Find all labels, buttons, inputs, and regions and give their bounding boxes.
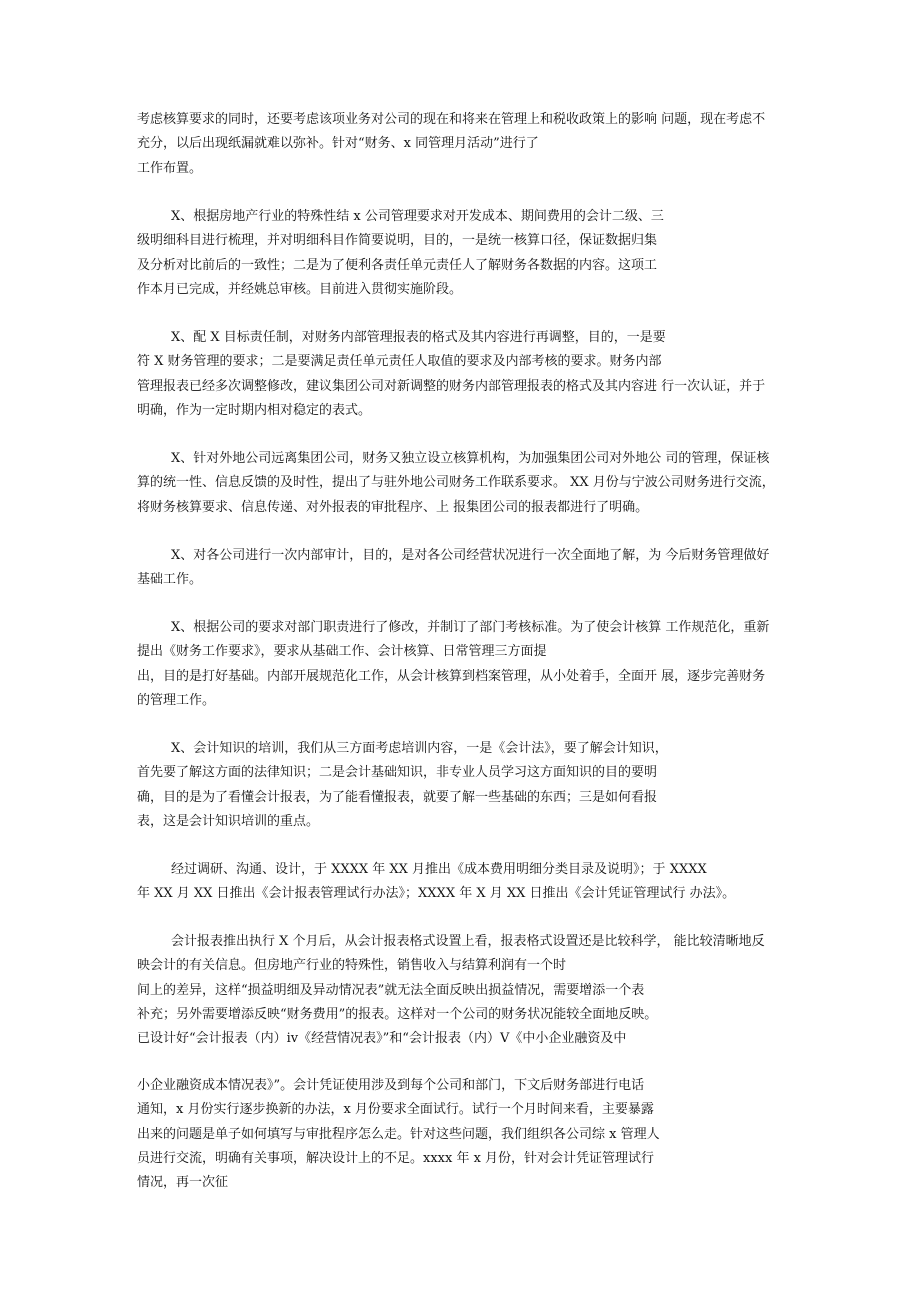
text-line: 符 X 财务管理的要求；二是要满足责任单元责任人取值的要求及内部考核的要求。财务内部 bbox=[137, 354, 662, 369]
text-line: 工作布置。 bbox=[137, 161, 203, 176]
text-line: X、配 X 目标责任制，对财务内部管理报表的格式及其内容进行再调整，目的，一是要 bbox=[171, 330, 666, 345]
text-line: 将财务核算要求、信息传递、对外报表的审批程序、上 报集团公司的报表都进行了明确。 bbox=[137, 500, 649, 515]
text-line: 考虑核算要求的同时，还要考虑该项业务对公司的现在和将来在管理上和税收政策上的影响 问题，现在考虑不 bbox=[137, 112, 766, 127]
text-line: 映会计的有关信息。但房地产行业的特殊性，销售收入与结算利润有一个时 bbox=[137, 958, 567, 973]
text-line: 首先要了解这方面的法律知识；二是会计基础知识，非专业人员学习这方面知识的目的要明 bbox=[137, 765, 658, 780]
text-line: 提出《财务工作要求》，要求从基础工作、会计核算、日常管理三方面提 bbox=[137, 644, 547, 659]
text-line: 会计报表推出执行 X 个月后，从会计报表格式设置上看，报表格式设置还是比较科学， 能比较清晰地反 bbox=[171, 934, 765, 949]
text-line: 确，目的是为了看懂会计报表，为了能看懂报表，就要了解一些基础的东西；三是如何看报 bbox=[137, 790, 658, 805]
text-line: 基础工作。 bbox=[137, 572, 203, 587]
text-line: 管理报表已经多次调整修改，建议集团公司对新调整的财务内部管理报表的格式及其内容进 行一次认证，并于 bbox=[137, 379, 766, 394]
text-line: 员进行交流，明确有关事项，解决设计上的不足。xxxx 年 x 月份，针对会计凭证管理试行 bbox=[137, 1151, 655, 1166]
text-line: X、根据公司的要求对部门职责进行了修改，并制订了部门考核标准。为了使会计核算 工作规范化，重新 bbox=[171, 620, 770, 635]
text-line: 充分，以后出现纸漏就难以弥补。针对“财务、x 同管理月活动”进行了 bbox=[137, 136, 539, 151]
text-line: 表，这是会计知识培训的重点。 bbox=[137, 814, 320, 829]
text-line: 的管理工作。 bbox=[137, 693, 216, 708]
text-line: X、会计知识的培训，我们从三方面考虑培训内容，一是《会计法》，要了解会计知识， bbox=[171, 741, 668, 756]
text-line: 补充；另外需要增添反映“财务费用”的报表。这样对一个公司的财务状况能较全面地反映。 bbox=[137, 1007, 658, 1022]
text-line: 年 XX 月 XX 日推出《会计报表管理试行办法》；XXXX 年 X 月 XX 日推出《会计凭证管理试行 办法》。 bbox=[137, 886, 736, 901]
text-line: 出，目的是打好基础。内部开展规范化工作，从会计核算到档案管理，从小处着手，全面开 展，逐步完善财务 bbox=[137, 669, 766, 684]
text-line: 间上的差异，这样“损益明细及异动情况表”就无法全面反映出损益情况，需要增添一个表 bbox=[137, 983, 645, 998]
text-line: X、针对外地公司远离集团公司，财务又独立设立核算机构，为加强集团公司对外地公 司的管理，保证核 bbox=[171, 451, 770, 466]
text-line: 及分析对比前后的一致性；二是为了便利各责任单元责任人了解财务各数据的内容。这项工 bbox=[137, 258, 658, 273]
text-line: X、对各公司进行一次内部审计，目的，是对各公司经营状况进行一次全面地了解，为 今后财务管理做好 bbox=[171, 548, 770, 563]
text-line: 情况，再一次征 bbox=[137, 1175, 229, 1190]
text-line: 级明细科目进行梳理，并对明细科目作简要说明，目的，一是统一核算口径，保证数据归集 bbox=[137, 233, 658, 248]
text-line: 通知，x 月份实行逐步换新的办法，x 月份要求全面试行。试行一个月时间来看，主要暴露 bbox=[137, 1102, 654, 1117]
text-line: 已设计好“会计报表（内）iv《经营情况表》”和“会计报表（内）V《中小企业融资及中 bbox=[137, 1031, 627, 1046]
text-line: 作本月已完成，并经姚总审核。目前进入贯彻实施阶段。 bbox=[137, 282, 463, 297]
text-line: 算的统一性、信息反馈的及时性，提出了与驻外地公司财务工作联系要求。 XX 月份与宁波公司财务进行交流， bbox=[137, 475, 775, 490]
text-line: 明确，作为一定时期内相对稳定的表式。 bbox=[137, 403, 372, 418]
text-line: 出来的问题是单子如何填写与审批程序怎么走。针对这些问题，我们组织各公司综 x 管理人 bbox=[137, 1127, 660, 1142]
text-line: 经过调研、沟通、设计，于 XXXX 年 XX 月推出《成本费用明细分类目录及说明》；于 XXXX bbox=[171, 862, 707, 877]
text-line: 小企业融资成本情况表》”。会计凭证使用涉及到每个公司和部门，下文后财务部进行电话 bbox=[137, 1078, 645, 1093]
text-line: X、根据房地产行业的特殊性结 x 公司管理要求对开发成本、期间费用的会计二级、三 bbox=[171, 209, 664, 224]
